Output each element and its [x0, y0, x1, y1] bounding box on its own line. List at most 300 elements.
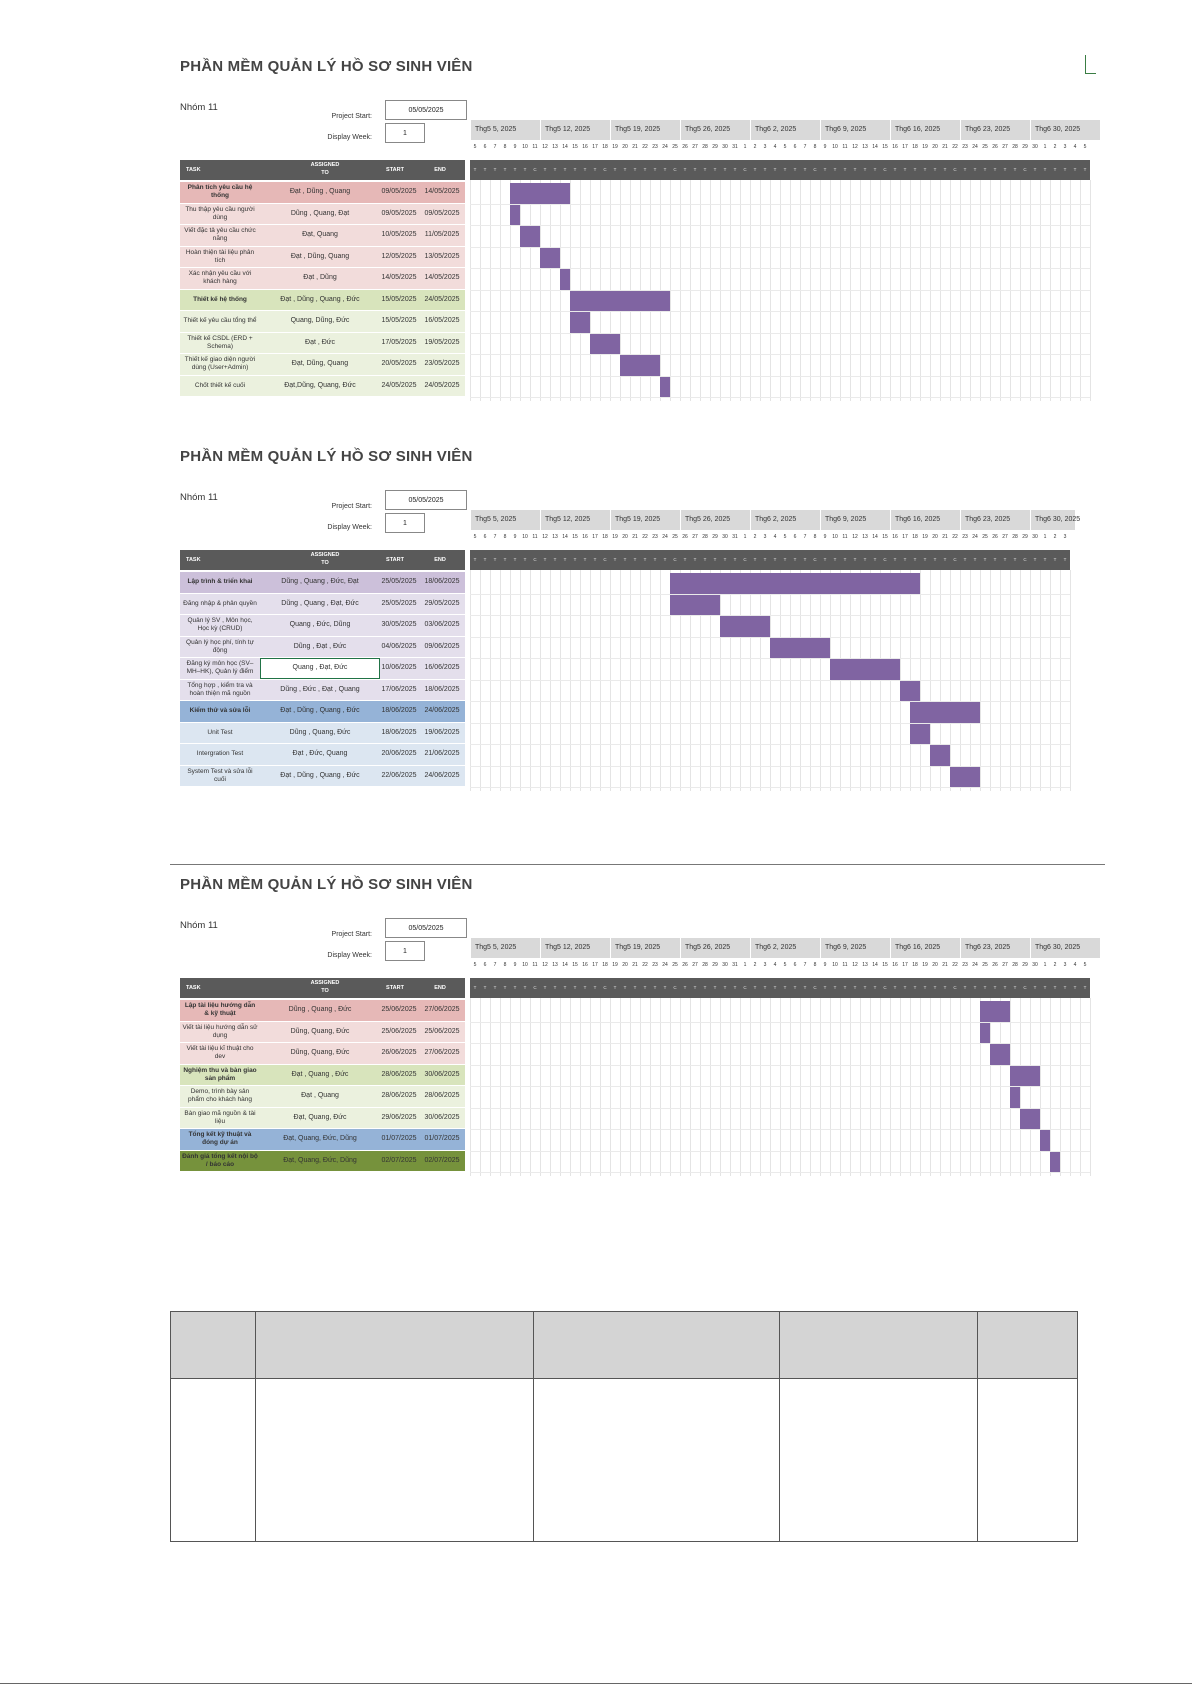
task-start: 12/05/2025 — [381, 252, 417, 260]
task-end: 11/05/2025 — [424, 231, 460, 239]
task-end: 16/06/2025 — [424, 664, 460, 672]
task-name: Quản lý học phí, tính tự động — [186, 638, 254, 654]
day-of-week: T — [570, 978, 580, 998]
grid-line — [550, 180, 551, 401]
day-of-week: T — [680, 978, 690, 998]
day-number: 31 — [732, 962, 738, 968]
day-of-week: T — [590, 978, 600, 998]
task-end: 24/06/2025 — [424, 707, 460, 715]
task-assigned: Dũng , Đạt , Đức — [293, 642, 347, 650]
day-of-week: T — [1000, 550, 1010, 570]
day-of-week: T — [540, 978, 550, 998]
grid-line — [940, 998, 941, 1176]
task-assigned: Quang , Đức, Dũng — [289, 621, 351, 629]
day-of-week: T — [500, 550, 510, 570]
day-of-week: T — [760, 978, 770, 998]
day-of-week: T — [640, 550, 650, 570]
day-number: 13 — [552, 962, 558, 968]
gantt-bar — [590, 334, 620, 355]
day-number: 19 — [612, 144, 618, 150]
task-start: 15/05/2025 — [381, 317, 417, 325]
task-name: Tổng kết kỹ thuật và đóng dự án — [188, 1131, 252, 1147]
grid-line — [1050, 180, 1051, 401]
task-end: 27/06/2025 — [424, 1006, 460, 1014]
grid-line — [570, 998, 571, 1176]
day-number: 8 — [503, 534, 507, 540]
day-number: 11 — [532, 962, 538, 968]
task-start: 25/05/2025 — [381, 599, 417, 607]
gantt-bar — [1020, 1109, 1040, 1130]
day-number: 4 — [773, 534, 777, 540]
day-number: 17 — [592, 144, 598, 150]
grid-line — [1070, 570, 1071, 791]
week-header: Thg5 12, 2025 — [540, 120, 610, 140]
column-task: TASK — [186, 985, 201, 991]
day-of-week: T — [1030, 978, 1040, 998]
day-number: 1 — [743, 144, 747, 150]
task-end: 28/06/2025 — [424, 1092, 460, 1100]
grid-line — [710, 180, 711, 401]
day-of-week: T — [470, 550, 480, 570]
task-name: Lập tài liệu hướng dẫn & kỹ thuật — [184, 1002, 256, 1018]
day-number: 20 — [932, 144, 938, 150]
grid-line — [780, 570, 781, 791]
day-number: 31 — [732, 534, 738, 540]
day-number: 17 — [902, 144, 908, 150]
grid-line — [1020, 570, 1021, 791]
grid-line — [690, 998, 691, 1176]
day-number: 16 — [892, 962, 898, 968]
grid-line — [650, 570, 651, 791]
row-line — [470, 680, 1070, 681]
day-number: 24 — [662, 144, 668, 150]
grid-line — [630, 570, 631, 791]
grid-line — [730, 570, 731, 791]
day-number: 15 — [882, 962, 888, 968]
task-name: Thiết kế hệ thống — [193, 295, 247, 303]
day-number: 4 — [773, 962, 777, 968]
day-of-week: T — [870, 160, 880, 180]
day-of-week: C — [670, 160, 680, 180]
day-number: 21 — [942, 962, 948, 968]
row-line — [470, 658, 1070, 659]
task-assigned: Đạt , Dũng , Quang , Đức — [280, 771, 360, 779]
day-of-week: T — [940, 978, 950, 998]
day-number: 6 — [483, 144, 487, 150]
day-of-week: T — [780, 550, 790, 570]
day-number: 14 — [872, 144, 878, 150]
day-number: 16 — [892, 534, 898, 540]
grid-line — [860, 570, 861, 791]
day-number: 10 — [832, 962, 838, 968]
week-header: Thg6 2, 2025 — [750, 510, 820, 530]
day-of-week: T — [900, 550, 910, 570]
day-of-week: T — [960, 550, 970, 570]
day-of-week: T — [780, 978, 790, 998]
grid-line — [610, 570, 611, 791]
day-number: 2 — [753, 534, 757, 540]
display-week-field[interactable]: 1 — [385, 513, 425, 533]
task-start: 26/06/2025 — [381, 1049, 417, 1057]
week-header: Thg6 23, 2025 — [960, 938, 1030, 958]
week-header: Thg6 9, 2025 — [820, 510, 890, 530]
day-of-week: T — [930, 550, 940, 570]
day-number: 11 — [842, 962, 848, 968]
gantt-bar — [1010, 1087, 1020, 1108]
day-of-week: T — [660, 978, 670, 998]
task-row — [180, 311, 465, 333]
task-assigned: Đạt , Dũng , Quang , Đức — [280, 295, 360, 303]
day-of-week: C — [810, 160, 820, 180]
task-name: Thiết kế CSDL (ERD + Schema) — [187, 334, 253, 350]
task-row — [180, 572, 465, 594]
day-of-week: T — [900, 160, 910, 180]
day-number: 18 — [912, 144, 918, 150]
task-start: 14/05/2025 — [381, 274, 417, 282]
day-number: 6 — [793, 534, 797, 540]
grid-line — [890, 570, 891, 791]
task-start: 29/06/2025 — [381, 1113, 417, 1121]
week-header: Thg6 9, 2025 — [820, 120, 890, 140]
day-number: 25 — [982, 144, 988, 150]
day-of-week: T — [800, 978, 810, 998]
table-cell — [533, 1312, 780, 1379]
task-end: 14/05/2025 — [424, 274, 460, 282]
blank-table — [170, 1311, 1078, 1542]
task-assigned: Dũng , Quang, Đức — [289, 728, 351, 736]
grid-line — [1000, 570, 1001, 791]
grid-line — [730, 998, 731, 1176]
grid-line — [970, 180, 971, 401]
day-of-week: T — [540, 160, 550, 180]
day-number: 7 — [493, 144, 497, 150]
grid-line — [840, 180, 841, 401]
grid-line — [740, 998, 741, 1176]
task-row — [180, 1108, 465, 1130]
grid-line — [780, 180, 781, 401]
day-of-week: C — [950, 978, 960, 998]
task-row — [180, 1000, 465, 1022]
display-week-field[interactable]: 1 — [385, 123, 425, 143]
display-week-field[interactable]: 1 — [385, 941, 425, 961]
day-number: 25 — [982, 534, 988, 540]
day-of-week: T — [1040, 550, 1050, 570]
grid-line — [750, 998, 751, 1176]
day-of-week: T — [1070, 160, 1080, 180]
day-number: 3 — [1063, 534, 1067, 540]
grid-line — [1070, 998, 1071, 1176]
day-number: 23 — [652, 534, 658, 540]
task-end: 18/06/2025 — [424, 578, 460, 586]
grid-line — [1030, 570, 1031, 791]
day-of-week: T — [550, 978, 560, 998]
task-end: 09/06/2025 — [424, 642, 460, 650]
task-end: 30/06/2025 — [424, 1070, 460, 1078]
grid-line — [790, 998, 791, 1176]
day-of-week: T — [590, 160, 600, 180]
project-start-field[interactable]: 05/05/2025 — [385, 918, 467, 938]
task-assigned[interactable]: Quang , Đạt, Đức — [260, 658, 380, 679]
task-start: 20/05/2025 — [381, 360, 417, 368]
footer-line — [0, 1683, 1192, 1684]
day-of-week: T — [890, 978, 900, 998]
day-number: 18 — [602, 962, 608, 968]
day-of-week: T — [1070, 978, 1080, 998]
grid-line — [990, 570, 991, 791]
day-number: 17 — [592, 962, 598, 968]
day-of-week: T — [580, 978, 590, 998]
day-number: 18 — [912, 962, 918, 968]
grid-line — [750, 180, 751, 401]
task-start: 28/06/2025 — [381, 1070, 417, 1078]
day-number: 13 — [862, 144, 868, 150]
task-row — [180, 701, 465, 723]
day-number: 15 — [572, 144, 578, 150]
day-number: 27 — [1002, 962, 1008, 968]
project-start-field[interactable]: 05/05/2025 — [385, 490, 467, 510]
day-of-week: T — [720, 550, 730, 570]
day-of-week: T — [680, 160, 690, 180]
grid-line — [710, 998, 711, 1176]
day-of-week: T — [1010, 160, 1020, 180]
day-of-week: C — [880, 550, 890, 570]
task-end: 19/05/2025 — [424, 338, 460, 346]
day-number: 1 — [743, 534, 747, 540]
table-header-row — [171, 1312, 1078, 1379]
task-assigned: Dũng , Quang , Đạt, Đức — [281, 599, 359, 607]
day-number: 10 — [522, 534, 528, 540]
page-title: PHẦN MỀM QUẢN LÝ HỒ SƠ SINH VIÊN — [180, 876, 473, 893]
task-name: Bàn giao mã nguồn & tài liệu — [184, 1109, 256, 1125]
project-start-label: Project Start: — [331, 113, 372, 120]
day-number: 6 — [793, 144, 797, 150]
table-cell — [255, 1379, 533, 1542]
grid-line — [760, 570, 761, 791]
grid-line — [900, 180, 901, 401]
grid-line — [820, 180, 821, 401]
day-of-week: T — [770, 550, 780, 570]
task-row — [180, 1086, 465, 1108]
day-of-week: T — [930, 160, 940, 180]
day-of-week: T — [780, 160, 790, 180]
grid-line — [680, 180, 681, 401]
day-number: 16 — [582, 534, 588, 540]
task-start: 01/07/2025 — [381, 1135, 417, 1143]
day-number: 28 — [1012, 962, 1018, 968]
day-number: 20 — [622, 144, 628, 150]
day-of-week: C — [880, 978, 890, 998]
grid-line — [530, 180, 531, 401]
day-number: 28 — [1012, 144, 1018, 150]
day-of-week: T — [920, 160, 930, 180]
day-of-week: T — [990, 160, 1000, 180]
task-end: 24/05/2025 — [424, 381, 460, 389]
task-name: Đăng nhập & phân quyền — [183, 599, 257, 607]
week-header: Thg6 30, 2025 — [1030, 510, 1075, 530]
day-of-week: T — [820, 978, 830, 998]
grid-line — [540, 570, 541, 791]
day-number: 2 — [1053, 534, 1057, 540]
day-number: 15 — [882, 144, 888, 150]
grid-line — [840, 570, 841, 791]
day-of-week: T — [1040, 160, 1050, 180]
day-number: 22 — [642, 962, 648, 968]
day-number: 22 — [952, 962, 958, 968]
grid-line — [970, 998, 971, 1176]
project-start-field[interactable]: 05/05/2025 — [385, 100, 467, 120]
day-of-week: T — [840, 550, 850, 570]
day-of-week: T — [690, 978, 700, 998]
day-number: 19 — [922, 534, 928, 540]
week-header: Thg5 26, 2025 — [680, 120, 750, 140]
gantt-bar — [1010, 1066, 1040, 1087]
day-of-week: T — [970, 978, 980, 998]
grid-line — [810, 998, 811, 1176]
grid-line — [680, 998, 681, 1176]
display-week-label: Display Week: — [327, 952, 372, 959]
day-number: 12 — [852, 534, 858, 540]
day-of-week: T — [720, 160, 730, 180]
day-number: 1 — [1043, 144, 1047, 150]
grid-line — [910, 180, 911, 401]
day-of-week: T — [1030, 550, 1040, 570]
day-number: 20 — [622, 534, 628, 540]
week-header: Thg5 26, 2025 — [680, 938, 750, 958]
task-end: 13/05/2025 — [424, 252, 460, 260]
column-assigned: ASSIGNED — [310, 980, 340, 986]
grid-line — [470, 998, 471, 1176]
day-number: 28 — [702, 534, 708, 540]
day-of-week: T — [660, 550, 670, 570]
day-number: 2 — [1053, 144, 1057, 150]
task-name: Unit Test — [207, 728, 233, 736]
task-name: Kiểm thử và sửa lỗi — [189, 707, 251, 715]
grid-line — [770, 570, 771, 791]
day-number: 19 — [922, 144, 928, 150]
task-row — [180, 182, 465, 204]
column-start: START — [386, 557, 404, 563]
day-number: 24 — [662, 534, 668, 540]
day-of-week: T — [820, 550, 830, 570]
day-of-week: T — [510, 978, 520, 998]
day-number: 12 — [542, 144, 548, 150]
grid-line — [810, 180, 811, 401]
day-of-week: C — [600, 978, 610, 998]
day-of-week: T — [830, 550, 840, 570]
grid-line — [740, 570, 741, 791]
day-number: 10 — [522, 962, 528, 968]
day-number: 14 — [562, 534, 568, 540]
day-of-week: T — [890, 550, 900, 570]
row-line — [470, 311, 1090, 312]
grid-line — [880, 570, 881, 791]
task-name: Xác nhận yêu cầu với khách hàng — [188, 270, 252, 286]
day-number: 3 — [1063, 144, 1067, 150]
day-of-week: T — [830, 978, 840, 998]
task-end: 19/06/2025 — [424, 728, 460, 736]
page-title: PHẦN MỀM QUẢN LÝ HỒ SƠ SINH VIÊN — [180, 448, 473, 465]
task-row — [180, 766, 465, 788]
task-row — [180, 723, 465, 745]
row-line — [470, 397, 1090, 398]
task-name: Chốt thiết kế cuối — [194, 381, 246, 389]
day-number: 12 — [852, 144, 858, 150]
grid-line — [1050, 570, 1051, 791]
day-number: 5 — [783, 534, 787, 540]
gantt-bar — [670, 573, 920, 594]
day-of-week: T — [610, 550, 620, 570]
day-of-week: T — [590, 550, 600, 570]
grid-line — [910, 998, 911, 1176]
grid-line — [920, 998, 921, 1176]
grid-line — [1030, 180, 1031, 401]
task-table-header — [180, 160, 465, 180]
day-of-week: T — [900, 978, 910, 998]
task-row — [180, 1129, 465, 1151]
grid-line — [650, 998, 651, 1176]
day-number: 11 — [532, 144, 538, 150]
day-number: 4 — [1073, 962, 1077, 968]
task-start: 02/07/2025 — [381, 1156, 417, 1164]
day-number: 13 — [862, 534, 868, 540]
column-start: START — [386, 167, 404, 173]
day-of-week: T — [520, 978, 530, 998]
task-assigned: Dũng , Quang , Đức — [288, 1006, 352, 1014]
timeline — [470, 510, 1081, 791]
grid-line — [980, 180, 981, 401]
day-of-week: C — [740, 978, 750, 998]
task-name: Viết tài liệu hướng dẫn sử dụng — [182, 1023, 258, 1039]
week-header: Thg5 5, 2025 — [470, 510, 540, 530]
day-of-week: T — [1010, 978, 1020, 998]
task-row — [180, 1151, 465, 1173]
grid-line — [920, 180, 921, 401]
grid-line — [950, 998, 951, 1176]
gantt-bar — [510, 205, 520, 226]
corner-mark-icon — [1085, 55, 1096, 74]
day-of-week: T — [850, 978, 860, 998]
day-of-week: T — [550, 550, 560, 570]
day-of-week: T — [580, 160, 590, 180]
grid-line — [560, 570, 561, 791]
project-start-label: Project Start: — [331, 503, 372, 510]
task-row — [180, 290, 465, 312]
task-end: 29/05/2025 — [424, 599, 460, 607]
day-number: 13 — [862, 962, 868, 968]
grid-line — [940, 180, 941, 401]
day-of-week: T — [510, 160, 520, 180]
day-number: 4 — [1073, 144, 1077, 150]
grid-line — [880, 998, 881, 1176]
grid-line — [810, 570, 811, 791]
day-number: 25 — [982, 962, 988, 968]
task-assigned: Đạt, Quang, Đức — [293, 1113, 347, 1121]
week-header: Thg5 26, 2025 — [680, 510, 750, 530]
grid-line — [610, 998, 611, 1176]
day-of-week: T — [840, 160, 850, 180]
row-line — [470, 1172, 1090, 1173]
task-end: 30/06/2025 — [424, 1113, 460, 1121]
day-number: 10 — [832, 534, 838, 540]
column-end: END — [434, 167, 446, 173]
day-of-week: C — [530, 978, 540, 998]
day-of-week: T — [800, 160, 810, 180]
grid-line — [500, 998, 501, 1176]
grid-line — [760, 998, 761, 1176]
grid-line — [830, 180, 831, 401]
day-of-week: T — [650, 978, 660, 998]
gantt-bar — [930, 745, 950, 766]
